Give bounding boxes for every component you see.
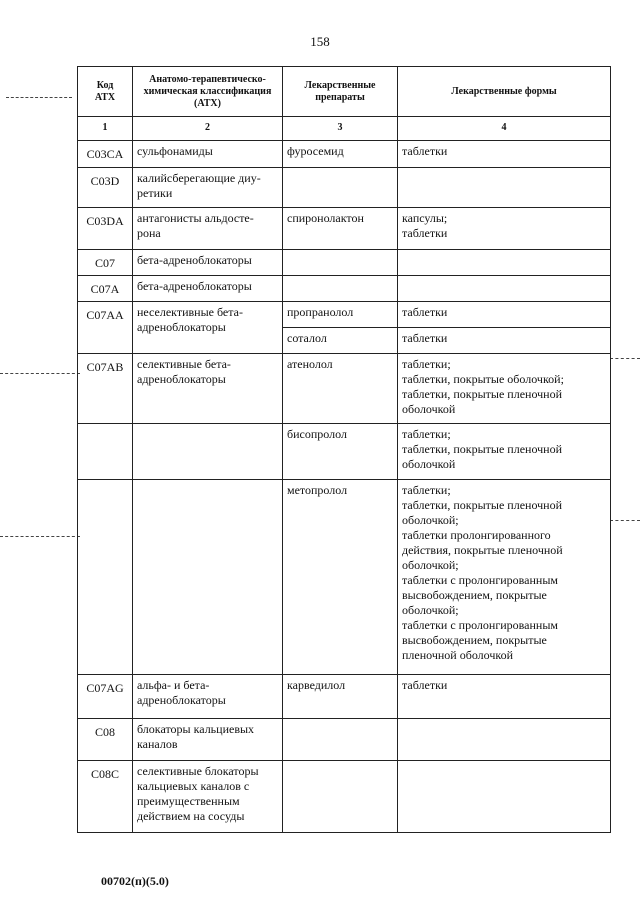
- dosage-forms: [398, 719, 611, 761]
- atc-name: бета-адреноблокаторы: [133, 276, 283, 302]
- scan-artifact-line: [610, 358, 640, 359]
- dosage-forms: таблетки; таблетки, покрытые пленочной оболочкой: [398, 424, 611, 480]
- header-classification: Анатомо-терапевтическо- химическая классификация (АТХ): [133, 67, 283, 117]
- dosage-forms: [398, 276, 611, 302]
- dosage-forms: капсулы; таблетки: [398, 208, 611, 250]
- dosage-forms: таблетки; таблетки, покрытые пленочной оболочкой; таблетки пролонгированного действия, покрытые пленочной оболочкой; таблетки с пролонгированным высвобождением, покрытые оболочкой; таблетки с пролонгированным высвобождением, покрытые пленочной оболочкой: [398, 480, 611, 675]
- column-number: 4: [398, 117, 611, 141]
- page-number: 158: [310, 34, 330, 49]
- atc-code: C03D: [78, 168, 133, 208]
- drug-name: фуросемид: [283, 141, 398, 168]
- dosage-forms: таблетки: [398, 675, 611, 719]
- drug-name: пропранолол: [283, 302, 398, 328]
- drug-name: [283, 719, 398, 761]
- drug-name: [283, 276, 398, 302]
- scan-artifact-line: [610, 520, 640, 521]
- drug-name: [283, 168, 398, 208]
- column-number: 3: [283, 117, 398, 141]
- atc-name: альфа- и бета- адреноблокаторы: [133, 675, 283, 719]
- table-row: [78, 302, 611, 328]
- dosage-forms: [398, 168, 611, 208]
- table-row: [78, 250, 611, 276]
- atc-name: сульфонамиды: [133, 141, 283, 168]
- table-row: [78, 675, 611, 719]
- atc-name: калийсберегающие диу- ретики: [133, 168, 283, 208]
- drug-name: бисопролол: [283, 424, 398, 480]
- atc-code: C07: [78, 250, 133, 276]
- dosage-forms: [398, 250, 611, 276]
- table-row: [78, 141, 611, 168]
- table-row: [78, 354, 611, 424]
- dosage-forms: [398, 761, 611, 833]
- drug-name: метопролол: [283, 480, 398, 675]
- table-row: [78, 168, 611, 208]
- atc-code: C08: [78, 719, 133, 761]
- atc-name: бета-адреноблокаторы: [133, 250, 283, 276]
- table-row: [78, 276, 611, 302]
- atc-code: [78, 480, 133, 675]
- column-number: 2: [133, 117, 283, 141]
- atc-name: неселективные бета- адреноблокаторы: [133, 302, 283, 354]
- header-forms: Лекарственные формы: [398, 67, 611, 117]
- dosage-forms: таблетки; таблетки, покрытые оболочкой; таблетки, покрытые пленочной оболочкой: [398, 354, 611, 424]
- atc-code: C07AG: [78, 675, 133, 719]
- scan-artifact-line: [6, 97, 72, 98]
- drug-name: карведилол: [283, 675, 398, 719]
- table-row: [78, 480, 611, 675]
- atc-name: блокаторы кальциевых каналов: [133, 719, 283, 761]
- drug-name: [283, 250, 398, 276]
- atc-code: C03CA: [78, 141, 133, 168]
- atc-code: C08C: [78, 761, 133, 833]
- atc-code: C07AB: [78, 354, 133, 424]
- atc-name: [133, 424, 283, 480]
- atc-name: селективные блокаторы кальциевых каналов с преимущественным действием на сосуды: [133, 761, 283, 833]
- table-row: [78, 424, 611, 480]
- drug-name: атенолол: [283, 354, 398, 424]
- atc-code: C07A: [78, 276, 133, 302]
- atc-code: C07AA: [78, 302, 133, 354]
- dosage-forms: таблетки: [398, 302, 611, 328]
- dosage-forms: таблетки: [398, 328, 611, 354]
- atc-name: селективные бета- адреноблокаторы: [133, 354, 283, 424]
- atc-name: [133, 480, 283, 675]
- table-row: [78, 208, 611, 250]
- atc-code: C03DA: [78, 208, 133, 250]
- scan-artifact-line: [0, 373, 80, 374]
- drug-name: спиронолактон: [283, 208, 398, 250]
- dosage-forms: таблетки: [398, 141, 611, 168]
- table-header-row: [78, 67, 611, 117]
- scan-artifact-line: [0, 536, 80, 537]
- drug-name: соталол: [283, 328, 398, 354]
- atc-code: [78, 424, 133, 480]
- drug-name: [283, 761, 398, 833]
- column-number-row: [78, 117, 611, 141]
- header-code: Код АТХ: [78, 67, 133, 117]
- document-footer-code: 00702(п)(5.0): [101, 874, 169, 888]
- atc-name: антагонисты альдосте- рона: [133, 208, 283, 250]
- table-row: [78, 719, 611, 761]
- column-number: 1: [78, 117, 133, 141]
- header-drugs: Лекарственные препараты: [283, 67, 398, 117]
- atc-table: [77, 66, 611, 833]
- table-row: [78, 761, 611, 833]
